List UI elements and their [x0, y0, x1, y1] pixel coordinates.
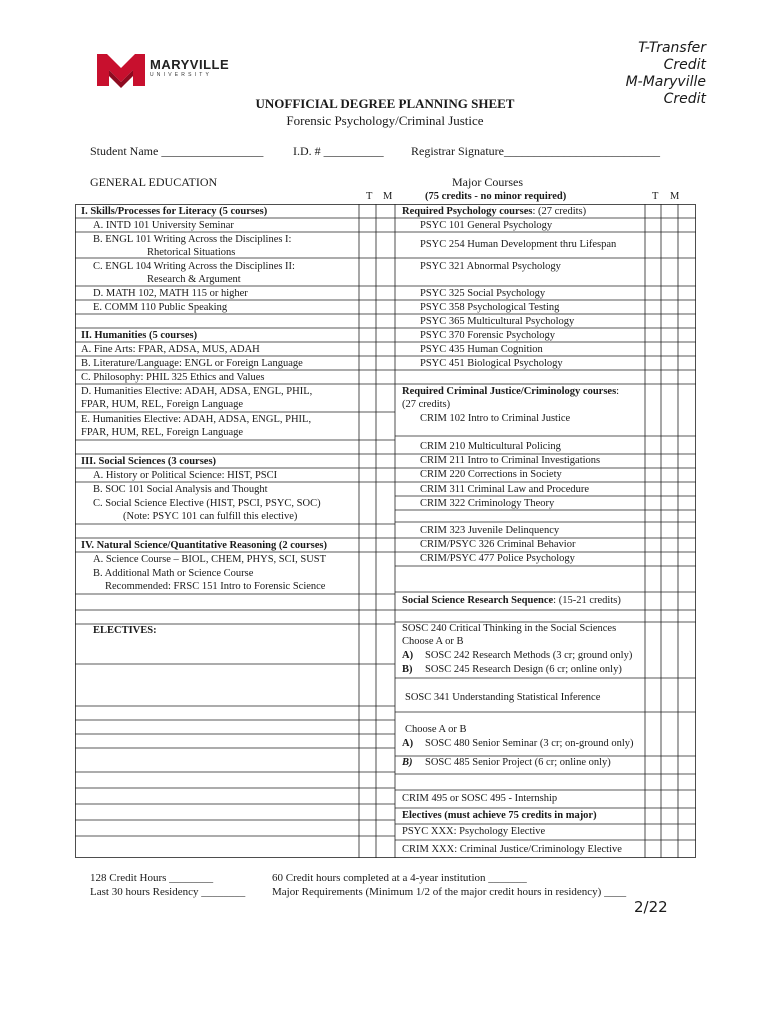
credit-hours-field[interactable]: 128 Credit Hours ________: [90, 872, 214, 884]
course-line: SOSC 245 Research Design (6 cr; online only): [425, 664, 622, 675]
electives-heading: ELECTIVES:: [93, 625, 157, 636]
section-heading: [402, 205, 586, 218]
maryville-m-icon: [97, 52, 147, 88]
course-line: PSYC XXX: Psychology Elective: [402, 826, 546, 837]
course-line: CRIM 211 Intro to Criminal Investigations: [420, 455, 601, 466]
course-line: CRIM 210 Multicultural Policing: [420, 441, 561, 452]
course-line: B. ENGL 101 Writing Across the Disciplines I:: [93, 234, 292, 245]
major-col-t: T: [652, 191, 659, 202]
course-line: CRIM XXX: Criminal Justice/Criminology Elective: [402, 844, 622, 855]
section-heading: III. Social Sciences (3 courses): [81, 456, 217, 467]
course-line: CRIM 102 Intro to Criminal Justice: [420, 413, 571, 424]
course-line: B. SOC 101 Social Analysis and Thought: [93, 484, 268, 495]
credit-legend: [625, 40, 706, 107]
residency-field[interactable]: Last 30 hours Residency ________: [90, 886, 246, 898]
student-name-field[interactable]: Student Name _________________: [90, 144, 264, 158]
course-line: CRIM 220 Corrections in Society: [420, 469, 562, 480]
section-heading-rest: : (27 credits): [532, 206, 587, 217]
major-col-m: M: [670, 191, 680, 202]
course-line: (Note: PSYC 101 can fulfill this elective): [123, 511, 298, 522]
section-heading-bold: Required Criminal Justice/Criminology courses: [402, 386, 617, 397]
major-courses-subheading: (75 credits - no minor required): [425, 191, 567, 202]
page-number: 2/22: [634, 898, 668, 916]
course-line: SOSC 485 Senior Project (6 cr; online only): [425, 757, 611, 768]
maryville-logo: [97, 52, 230, 90]
section-heading: IV. Natural Science/Quantitative Reasoning (2 courses): [81, 540, 327, 551]
course-line: PSYC 451 Biological Psychology: [420, 358, 563, 369]
option-marker: A): [402, 738, 414, 749]
course-line: SOSC 242 Research Methods (3 cr; ground only): [425, 650, 633, 661]
section-heading-bold: Social Science Research Sequence: [402, 595, 554, 606]
choice-note: Choose A or B: [405, 724, 467, 735]
planning-grid: [75, 204, 696, 858]
course-line: FPAR, HUM, REL, Foreign Language: [81, 399, 244, 410]
course-line: PSYC 101 General Psychology: [420, 220, 553, 231]
course-line: PSYC 321 Abnormal Psychology: [420, 261, 561, 272]
course-line: PSYC 325 Social Psychology: [420, 288, 546, 299]
course-line: PSYC 358 Psychological Testing: [420, 302, 560, 313]
course-line: E. Humanities Elective: ADAH, ADSA, ENGL, PHIL,: [81, 414, 312, 425]
option-marker: B): [402, 664, 413, 675]
major-courses-heading: Major Courses: [452, 175, 523, 189]
course-line: Electives (must achieve 75 credits in major): [402, 810, 597, 821]
course-line: A. Fine Arts: FPAR, ADSA, MUS, ADAH: [81, 344, 260, 355]
course-line: PSYC 370 Forensic Psychology: [420, 330, 556, 341]
course-line: A. INTD 101 University Seminar: [93, 220, 234, 231]
major-requirements-field[interactable]: Major Requirements (Minimum 1/2 of the major credit hours in residency) ____: [272, 886, 627, 898]
option-marker: B): [402, 757, 413, 768]
section-heading: [402, 594, 621, 607]
choice-note: Choose A or B: [402, 636, 464, 647]
logo-subtitle: UNIVERSITY: [150, 72, 213, 78]
course-line: CRIM/PSYC 477 Police Psychology: [420, 553, 575, 564]
section-heading: I. Skills/Processes for Literacy (5 courses): [81, 206, 268, 217]
course-line: A. Science Course – BIOL, CHEM, PHYS, SCI, SUST: [93, 554, 327, 565]
course-line: B. Additional Math or Science Course: [93, 568, 254, 579]
course-line: CRIM/PSYC 326 Criminal Behavior: [420, 539, 576, 550]
course-line: D. MATH 102, MATH 115 or higher: [93, 288, 248, 299]
course-line: D. Humanities Elective: ADAH, ADSA, ENGL, PHIL,: [81, 386, 313, 397]
course-line: PSYC 254 Human Development thru Lifespan: [420, 239, 617, 250]
course-line: CRIM 323 Juvenile Delinquency: [420, 525, 560, 536]
course-line: CRIM 311 Criminal Law and Procedure: [420, 484, 590, 495]
course-line: SOSC 480 Senior Seminar (3 cr; on-ground only): [425, 738, 634, 749]
course-line: Rhetorical Situations: [147, 247, 236, 258]
course-line: C. Social Science Elective (HIST, PSCI, PSYC, SOC): [93, 498, 321, 509]
section-heading: [402, 385, 619, 398]
legend-line: M-Maryville: [625, 74, 706, 90]
course-line: E. COMM 110 Public Speaking: [93, 302, 228, 313]
course-line: CRIM 322 Criminology Theory: [420, 498, 555, 509]
section-heading: II. Humanities (5 courses): [81, 330, 198, 341]
course-line: PSYC 365 Multicultural Psychology: [420, 316, 575, 327]
course-line: A. History or Political Science: HIST, PSCI: [93, 470, 278, 481]
course-line: C. ENGL 104 Writing Across the Disciplines II:: [93, 261, 295, 272]
four-year-credits-field[interactable]: 60 Credit hours completed at a 4-year institution _______: [272, 872, 527, 884]
course-line: FPAR, HUM, REL, Foreign Language: [81, 427, 244, 438]
section-heading-rest: :: [616, 386, 620, 397]
course-line: Research & Argument: [147, 274, 241, 285]
gen-ed-col-t: T: [366, 191, 373, 202]
legend-line: Credit: [663, 57, 706, 73]
course-line: CRIM 495 or SOSC 495 - Internship: [402, 793, 558, 804]
page-title: UNOFFICIAL DEGREE PLANNING SHEET: [255, 96, 515, 111]
legend-line: Credit: [663, 91, 706, 107]
page-subtitle: Forensic Psychology/Criminal Justice: [286, 113, 484, 128]
course-line: Recommended: FRSC 151 Intro to Forensic Science: [105, 581, 326, 592]
option-marker: A): [402, 650, 414, 661]
section-heading-rest: : (15-21 credits): [553, 595, 621, 606]
general-education-heading: GENERAL EDUCATION: [90, 175, 218, 189]
registrar-signature-field[interactable]: Registrar Signature__________________________: [411, 144, 660, 158]
section-heading-bold: Required Psychology courses: [402, 206, 533, 217]
gen-ed-col-m: M: [383, 191, 393, 202]
course-line: B. Literature/Language: ENGL or Foreign Language: [81, 358, 303, 369]
legend-line: T-Transfer: [638, 40, 706, 56]
credit-note: (27 credits): [402, 399, 451, 410]
student-id-field[interactable]: I.D. # __________: [293, 144, 384, 158]
course-line: PSYC 435 Human Cognition: [420, 344, 543, 355]
logo-wordmark: MARYVILLE: [150, 57, 230, 72]
course-line: SOSC 240 Critical Thinking in the Social Sciences: [402, 623, 617, 634]
course-line: SOSC 341 Understanding Statistical Inference: [405, 692, 601, 703]
course-line: C. Philosophy: PHIL 325 Ethics and Values: [81, 372, 265, 383]
